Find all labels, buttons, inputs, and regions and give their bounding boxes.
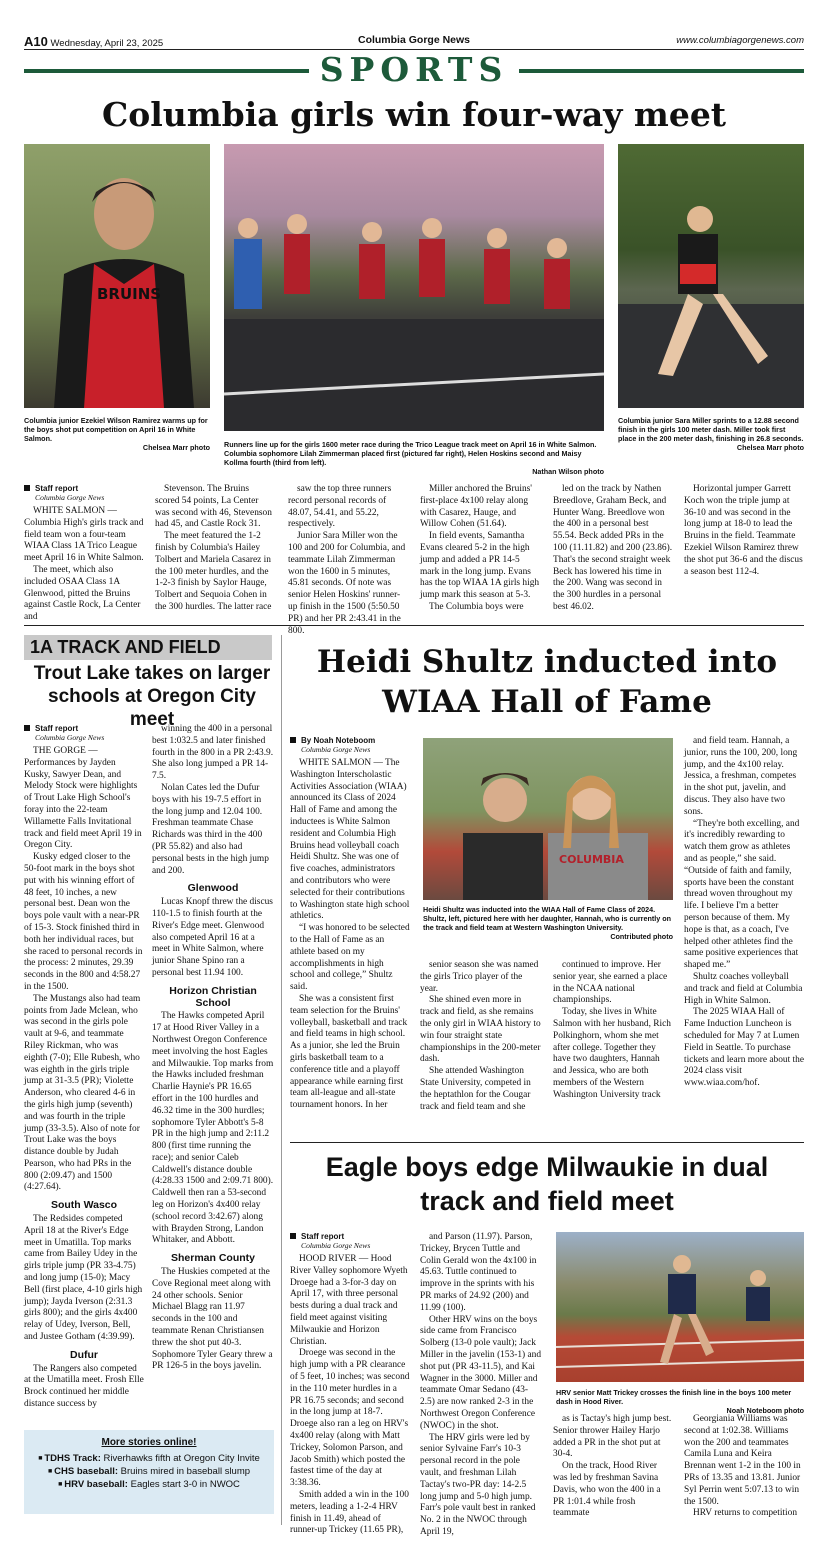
sherman-body — [152, 1267, 274, 1373]
horizon-body — [152, 1011, 274, 1247]
paragraph: THE GORGE — Performances by Jayden Kusky, Sawyer Dean, and Melody Stock were highlights of Trout Lake High School's foray into the 22-team Willamette Falls Invitational track and field meet April 19 in Oregon City. — [24, 746, 142, 851]
caption-text: Columbia junior Sara Miller sprints to a 12.88 second finish in the girls 100 meter dash. Miller took first place in the 200 meter dash, finishing in 26.8 seconds. — [618, 416, 804, 443]
south-wasco-body — [24, 1214, 144, 1344]
caption-sprint — [618, 416, 804, 452]
page-header — [24, 32, 804, 50]
newspaper-name: Columbia Gorge News — [357, 34, 471, 46]
story-body — [290, 758, 410, 1112]
paragraph: Lucas Knopf threw the discus 110-1.5 to finish fourth at the River's Edge meet. Glenwood also competed April 16 at a meet in White Salmon, where junior Shane Spino ran a personal best 11.94 100. — [152, 897, 273, 978]
paragraph: and Parson (11.97). Parson, Trickey, Brycen Tuttle and Colin Gerald won the 4x100 in 45.63. Tuttle continued to improve in the sprints with his PR marks of 24.92 (200) and 11.99 (100). — [420, 1232, 537, 1313]
photo-credit: Noah Noteboom photo — [726, 1406, 804, 1415]
paragraph: The Redsides competed April 18 at the River's Edge meet in Umatilla. Top marks came from Bailey Udey in the girls triple jump (PR 33-4.75) and long jump (15-0); Macy Bell (first place, 4-10 girls high jump); Jayda Iverson (2:31.3 girls 800); and the girls 4x400 relay of Udey, Iverson, Bell, and Justee Gotham (4:39.99). — [24, 1214, 143, 1343]
story-body — [24, 746, 144, 1194]
heidi-col-3 — [553, 960, 673, 1136]
trickey-finish-image — [556, 1232, 804, 1382]
paragraph: WHITE SALMON — The Washington Interscholastic Activities Association (WIAA) announced its Class of 2024 Hall of Fame and among the inductees is White Salmon resident and Columbia High Bruins head volleyball coach Heidi Shultz. She was one of five coaches, administrators and contributors who were selected for their contributions to Washington state high school athletics. — [290, 758, 410, 922]
paragraph: led on the track by Nathen Breedlove, Graham Beck, and Hunter Wang. Breedlove won the 400 in a personal best 55.54. Beck added PRs in the 100 (11.11.82) and 200 (23.86). That's the second straight week Beck has lowered his time in the 200. Wang was second in the 300 hurdles in a personal best 46.02. — [553, 484, 673, 612]
paragraph: She shined even more in track and field, as she remains the only girl in WIAA history to win four straight state championships in the 200-meter dash. — [420, 995, 541, 1065]
subhead-dufur: Dufur — [70, 1348, 98, 1361]
more-story-link[interactable]: ■ HRV baseball: Eagles start 3-0 in NWOC — [24, 1478, 274, 1491]
photo-credit: Chelsea Marr photo — [142, 443, 210, 452]
issue-date: Wednesday, April 23, 2025 — [50, 38, 164, 49]
shot-put-athlete-image — [24, 144, 210, 408]
caption-shot-put — [24, 416, 210, 452]
caption-1600-start — [224, 440, 604, 476]
eagle-col-4 — [684, 1414, 804, 1522]
subhead-south-wasco: South Wasco — [50, 1199, 118, 1212]
paragraph: She was a consistent first team selection for the Bruins' volleyball, basketball and track and field teams in high school. As a junior, she led the Bruin girls basketball team to a conference title and a playoff appearance while earning first team all-league and all-state tournament honors. In her — [290, 993, 408, 1111]
paragraph: Stevenson. The Bruins scored 54 points, La Center was second with 46, Stevenson had 45, and Castle Rock 31. — [155, 484, 272, 530]
dufur-continued — [152, 724, 274, 877]
photo-heidi-hannah — [423, 738, 673, 900]
paragraph: “I was honored to be selected to the Hall of Fame as an athlete based on my accomplishments in high school and college,” Shultz said. — [290, 923, 410, 993]
subhead-horizon: Horizon Christian School — [169, 984, 257, 1009]
section-title: SPORTS — [319, 50, 509, 89]
paragraph: Horizontal jumper Garrett Koch won the triple jump at 36-10 and was second in the long jump at 18-0 to lead the Bruins in the field. Teammate Ezekiel Wilson Ramirez threw the shot put 36-6 and the discus a season best 112-4. — [684, 484, 803, 577]
subhead-sherman: Sherman County — [170, 1252, 255, 1265]
heidi-and-daughter-image — [423, 738, 673, 900]
paragraph: In field events, Samantha Evans cleared 5-2 in the high jump and added a PR 14-5 mark in the long jump. Evans has the top WIAA 1A girls high jump mark this season at 5-3. — [420, 531, 540, 601]
paragraph: “They're both excelling, and it's incredibly rewarding to watch them grow as athletes and as people,” she said. “Outside of faith and family, sports have been the constant thread woven throughout my life. I believe I'm a better person because of them. My hope is that, as a coach, I've helped other athletes find the same positive experiences that shaped me.” — [684, 818, 800, 971]
section-divider — [24, 625, 804, 626]
photo-trickey — [556, 1232, 804, 1382]
eagle-headline: Eagle boys edge Milwaukie in dual track and field meet — [325, 1152, 769, 1216]
caption-trickey — [556, 1388, 804, 1415]
paragraph: The Mustangs also had team points from Jade Mclean, who was second in the girls pole vault at 9-6, and teammate Riley Rickman, who was eighth (7-0); Elle Rubesh, who was eighth in the girls triple jump at 31-3.5 (PR); Violette Anderson, who cleared 4-6 in the girls high jump (seventh) and was fourth in the triple jump (33-3.5). Also of note for Trout Lake was the boys distance double by Judah Pearson, who had PRs in the 800 (2:09.47) and 1500 (4:27.64). — [24, 993, 141, 1193]
photo-1600-start — [224, 144, 604, 431]
paragraph: Shultz coaches volleyball and track and field at Columbia High in White Salmon. — [684, 971, 803, 1006]
paragraph: Smith added a win in the 100 meters, leading a 1-2-4 HRV finish in 11.49, ahead of runner-up Trickey (11.65 PR), — [290, 1489, 409, 1536]
paragraph: The Rangers also competed at the Umatilla meet. Frosh Elle Brock continued her middle distance success by — [24, 1363, 144, 1410]
main-col-2 — [155, 484, 275, 620]
main-col-3 — [288, 484, 408, 636]
paragraph: Junior Sara Miller won the 100 and 200 for Columbia, and teammate Lilah Zimmerman won the 1600 in 5 minutes, 45.81 seconds. Of note was senior Helen Hoskins' runner-up finish in the 1500 (5:50.50 PR) and her PR 2:43.41 in the 800. — [288, 531, 406, 636]
column-divider — [281, 635, 282, 1525]
main-headline: Columbia girls win four-way meet — [101, 95, 727, 134]
paragraph: The Columbia boys were — [429, 601, 524, 612]
trout-col-1 — [24, 724, 144, 1424]
category-tag: 1A TRACK AND FIELD — [24, 635, 272, 660]
byline: Staff report Columbia Gorge News — [290, 1232, 410, 1250]
paragraph: The 2025 WIAA Hall of Fame Induction Luncheon is scheduled for May 7 at Lumen Field in Seattle. To purchase tickets and learn more about the 2024 class visit www.wiaa.com/hof. — [684, 1007, 805, 1089]
eagle-col-3 — [553, 1414, 673, 1522]
more-story-link[interactable]: ■ TDHS Track: Riverhawks fifth at Oregon City Invite — [24, 1452, 274, 1465]
paragraph: winning the 400 in a personal best 1:032.5 and later finished fourth in the 800 in a PR 2:43.9. She also long jumped a PR 14-7.5. — [152, 724, 274, 782]
dufur-body — [24, 1364, 144, 1411]
paragraph: The meet, which also included OSAA Class 1A Glenwood, pitted the Bruins against Castle Rock, La Center and — [24, 564, 141, 623]
svg-text:COLUMBIA: COLUMBIA — [559, 853, 624, 866]
heidi-col-2 — [420, 960, 542, 1136]
paragraph: The Huskies competed at the Cove Regional meet along with 24 other schools. Senior Michael Blagg ran 11.97 seconds in the 100 and teammate Renan Christiansen threw the shot put 40-3. Sophomore Tyler Geary threw a PR 126-5 in the boys javelin. — [152, 1267, 273, 1372]
svg-text:BRUINS: BRUINS — [97, 285, 162, 303]
paragraph: The Hawks competed April 17 at Hood River Valley in a Northwest Oregon Conference meet involving the host Eagles and Milwaukie. Top marks from the Hawks included freshman Charlie Haynie's PR 16.65 effort in the 100 hurdles and 46.32 time in the 300 hurdles; sophomore Tyler Abbott's 5-8 PR in the high jump and 2:11.2 800 (first time running the race); and senior Caleb Caldwell's distance double (4:28.33 1500 and 2:09.71 800). Caldwell then ran a 53-second leg on Horizon's 4x400 relay (school record 3:42.67) along with Brayden Strong, Landon Whitaker, and Abbott. — [152, 1011, 274, 1246]
photo-sprint — [618, 144, 804, 408]
paragraph: The HRV girls were led by senior Sylvaine Farr's 10-3 personal record in the pole vault, and freshman Lilah Tactay's two-PR day: 14-2.5 long jump and 5-0 high jump. Farr's pole vault best in ranked No. 2 in the NWOC through April 19, — [420, 1432, 536, 1537]
more-story-link[interactable]: ■ CHS baseball: Bruins mired in baseball slump — [24, 1465, 274, 1478]
photo-credit: Chelsea Marr photo — [736, 443, 804, 452]
paragraph: Kusky edged closer to the 50-foot mark in the boys shot put with his winning effort of 48 feet, 10 inches, a new personal best. Dean won the boys pole vault with a near-PR of 15-3. Stock finished third in both her individual races, but she raced to personal records in the process: 2 minutes, 29.39 seconds in the 800 and 4:58.27 in the 1500. — [24, 852, 143, 992]
heidi-col-1 — [290, 736, 410, 1136]
main-col-5 — [553, 484, 673, 620]
caption-text: Columbia junior Ezekiel Wilson Ramirez warms up for the boys shot put competition on April 16 in White Salmon. — [24, 416, 208, 443]
story-body — [24, 506, 144, 624]
photo-credit: Nathan Wilson photo — [532, 467, 604, 476]
paragraph: HOOD RIVER — Hood River Valley sophomore Wyeth Droege had a 3-for-3 day on April 17, with three personal bests during a dual track and field meet against visiting Milwaukie and Horizon Christian. — [290, 1254, 408, 1347]
byline: By Noah Noteboom Columbia Gorge News — [290, 736, 410, 754]
paragraph: and field team. Hannah, a junior, runs the 100, 200, long jump, and the 4x100 relay. Jessica, a freshman, competes in the shot put, javelin, and discus. They also have two sons. — [684, 736, 798, 817]
caption-text: Runners line up for the girls 1600 meter race during the Trico League track meet on April 16 in White Salmon. Columbia sophomore Lilah Zimmerman placed first (pictured far right), Helen Hoskins second and Maisy Kollma fourth (third from left). — [224, 440, 597, 467]
main-col-1 — [24, 484, 144, 623]
trout-headline: Trout Lake takes on larger schools at Oregon City meet — [33, 663, 271, 730]
story-body — [290, 1254, 410, 1537]
story-divider — [290, 1142, 804, 1143]
subhead-glenwood: Glenwood — [187, 882, 239, 895]
page-number: A10 — [24, 34, 48, 49]
photo-credit: Contributed photo — [610, 932, 673, 941]
photo-shot-put — [24, 144, 210, 408]
paragraph: On the track, Hood River was led by freshman Savina Davis, who won the 400 in a PR 1:01.4 while frosh teammate — [553, 1461, 661, 1519]
paragraph: The meet featured the 1-2 finish by Columbia's Hailey Tolbert and Mariela Casarez in the 100 meter hurdles, and the 1-2-3 finish by Saylor Hauge, Tolbert and Sequoia Cohen in the 300 hurdles. The latter race — [155, 531, 272, 612]
main-col-4 — [420, 484, 540, 620]
paragraph: Other HRV wins on the boys side came from Francisco Solberg (13-0 pole vault); Jack Miller in the javelin (153-1) and shot put (PR 43-11.5), and Kai Wagner in the 3000. Miller and teammate Omar Sedano (43-2.5) are now ranked 2-3 in the Northwest Oregon Conference (NWOC) in the shot. — [420, 1314, 542, 1431]
caption-heidi — [423, 905, 673, 941]
byline: Staff report Columbia Gorge News — [24, 724, 144, 742]
more-stories-box — [24, 1430, 274, 1514]
glenwood-body — [152, 897, 274, 980]
paragraph: Miller anchored the Bruins' first-place 4x100 relay along with Casarez, Hauge, and Willow Cohen (51.64). — [420, 484, 532, 530]
byline: Staff report Columbia Gorge News — [24, 484, 144, 502]
eagle-col-2 — [420, 1232, 542, 1537]
trout-col-2 — [152, 724, 274, 1424]
eagle-col-1 — [290, 1232, 410, 1536]
paragraph: Nolan Cates led the Dufur boys with his 19-7.5 effort in the long jump and 12.04 100. Freshman teammate Chase Richards was third in the 400 (PR 55.82) and also had personal bests in the high jump and 200. — [152, 782, 269, 876]
paragraph: continued to improve. Her senior year, she earned a place in the NCAA national championships. — [553, 960, 668, 1006]
main-col-6 — [684, 484, 804, 620]
paragraph: She attended Washington State University, competed in the heptathlon for the Cougar track and field team and she — [420, 1066, 531, 1112]
caption-text: Heidi Shultz was inducted into the WIAA Hall of Fame Class of 2024. Shultz, left, pictured here with her daughter, Hannah, who is currently on the track and field team at Western Washington University. — [423, 905, 671, 932]
paragraph: senior season she was named the girls Trico player of the year. — [420, 960, 539, 994]
website-url[interactable]: www.columbiagorgenews.com — [676, 35, 804, 46]
heidi-col-4 — [684, 736, 804, 1136]
section-banner — [24, 52, 804, 92]
more-stories-title: More stories online! — [101, 1437, 197, 1448]
paragraph: as is Tactay's high jump best. Senior thrower Hailey Harjo added a PR in the shot put at 30-4. — [553, 1414, 672, 1460]
caption-text: HRV senior Matt Trickey crosses the finish line in the boys 100 meter dash in Hood River. — [556, 1388, 792, 1406]
paragraph: HRV returns to competition — [693, 1508, 798, 1519]
heidi-headline: Heidi Shultz inducted into WIAA Hall of Fame — [316, 644, 778, 720]
runners-start-line-image — [224, 144, 604, 431]
sprinter-image — [618, 144, 804, 408]
paragraph: Georgiania Williams was second at 1:02.38. Williams won the 200 and teammates Camila Luna and Keira Brennan went 1-2 in the 100 in PRs of 13.35 and 13.81. Junior Syl Perrin went 5:07.13 to win the 1500. — [684, 1414, 801, 1507]
paragraph: WHITE SALMON — Columbia High's girls track and field team won a four-team WIAA Class 1A Trico League meet April 16 in White Salmon. — [24, 506, 144, 564]
paragraph: Droege was second in the high jump with a PR clearance of 5 feet, 10 inches; was second in the 110 meter hurdles in a PR 16.75 seconds; and second in the long jump at 18-7. Droege also ran a leg on HRV's 4x400 relay (along with Matt Trickey, Solomon Parson, and Jacob Smith) which posted the fastest time of the day at 3:38.36. — [290, 1348, 410, 1489]
paragraph: Today, she lives in White Salmon with her husband, Rich Polkinghorn, whom she met after college. Together they have two daughters, Hannah and Jessica, who are both members of the Western Washington University track — [553, 1007, 671, 1100]
paragraph: saw the top three runners record personal records of 48.07, 54.41, and 55.22, respectively. — [288, 484, 392, 530]
